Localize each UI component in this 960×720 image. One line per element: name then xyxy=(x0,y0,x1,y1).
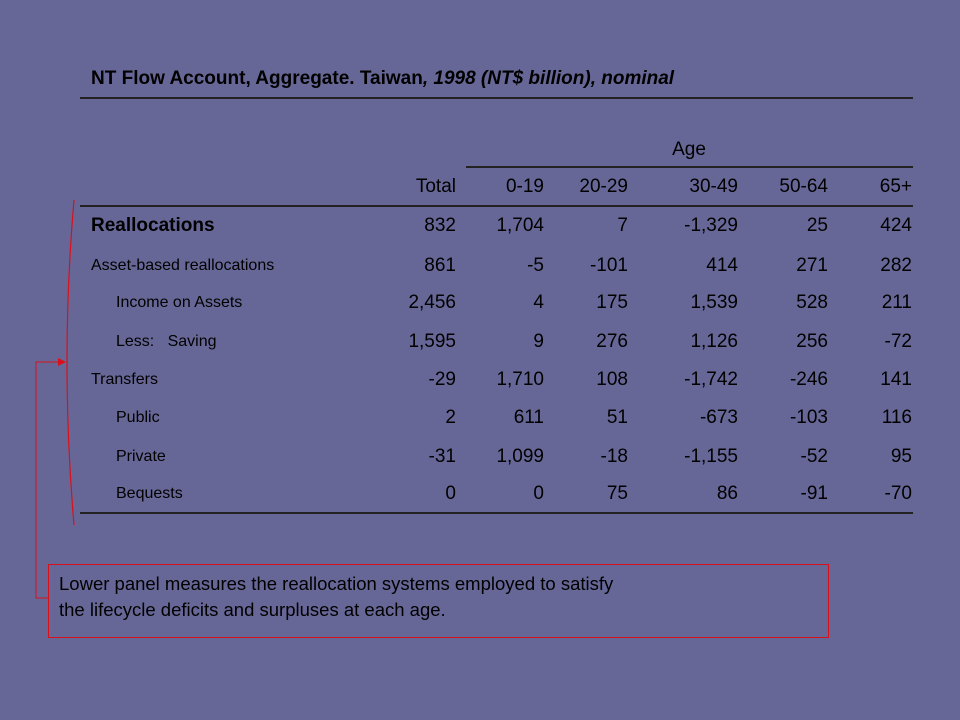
age-group-label: Age xyxy=(672,139,706,160)
row-label: Private xyxy=(116,448,166,465)
table-cell: 108 xyxy=(596,369,628,390)
column-header: 65+ xyxy=(879,176,912,197)
table-cell: 95 xyxy=(890,446,912,467)
table-cell: 611 xyxy=(513,407,544,428)
note-line-1: Lower panel measures the reallocation systems employed to satisfy xyxy=(59,573,614,594)
table-cell: 175 xyxy=(596,292,628,313)
row-label: Asset-based reallocations xyxy=(91,257,275,274)
table-cell: 1,126 xyxy=(690,331,738,352)
table-cell: 116 xyxy=(881,407,912,428)
table-cell: 51 xyxy=(606,407,628,428)
table-cell: 832 xyxy=(424,215,456,236)
table-cell: 1,099 xyxy=(496,446,544,467)
table-cell: -1,742 xyxy=(684,369,738,390)
table-cell: 75 xyxy=(606,483,628,504)
column-header: 50-64 xyxy=(779,176,828,197)
table-cell: 0 xyxy=(533,483,544,504)
table-cell: -70 xyxy=(884,483,912,504)
table-cell: -18 xyxy=(600,446,628,467)
title-prefix: NT Flow Account, Aggregate. Taiwan xyxy=(91,68,423,89)
table-cell: 861 xyxy=(424,255,456,276)
table-cell: 2 xyxy=(445,407,456,428)
table-cell: 86 xyxy=(716,483,738,504)
column-header: 20-29 xyxy=(579,176,628,197)
row-label: Reallocations xyxy=(91,215,215,236)
table-cell: 141 xyxy=(880,369,912,390)
row-label: Public xyxy=(116,409,160,426)
table-cell: -101 xyxy=(589,255,628,276)
note-line-2: the lifecycle deficits and surpluses at each age. xyxy=(59,599,446,620)
table-cell: -1,155 xyxy=(684,446,738,467)
table-cell: 7 xyxy=(617,215,628,236)
table-cell: -72 xyxy=(884,331,912,352)
table-cell: 2,456 xyxy=(408,292,456,313)
column-header: Total xyxy=(415,176,456,197)
table-cell: -1,329 xyxy=(684,215,738,236)
row-label: Income on Assets xyxy=(116,294,243,311)
table-cell: 1,595 xyxy=(408,331,456,352)
table-cell: -5 xyxy=(527,255,544,276)
connector-line xyxy=(36,362,60,598)
table-cell: 528 xyxy=(796,292,828,313)
table-cell: 0 xyxy=(445,483,456,504)
table-cell: -246 xyxy=(789,369,828,390)
table-cell: 25 xyxy=(806,215,828,236)
table-cell: 256 xyxy=(796,331,828,352)
row-label: Transfers xyxy=(91,371,158,388)
table-cell: 211 xyxy=(881,292,912,313)
table-cell: -52 xyxy=(800,446,828,467)
table-cell: -31 xyxy=(428,446,456,467)
table-cell: 282 xyxy=(880,255,912,276)
title-suffix: , 1998 (NT$ billion), nominal xyxy=(422,68,675,89)
table-cell: -29 xyxy=(428,369,456,390)
table-cell: -91 xyxy=(800,483,828,504)
table-cell: 1,539 xyxy=(690,292,738,313)
bracket-left xyxy=(67,200,74,525)
column-header: 30-49 xyxy=(689,176,738,197)
table-cell: 4 xyxy=(533,292,544,313)
table-cell: 276 xyxy=(596,331,628,352)
table-cell: 424 xyxy=(880,215,912,236)
table-cell: -673 xyxy=(699,407,738,428)
table-cell: 414 xyxy=(706,255,738,276)
table-cell: 271 xyxy=(796,255,828,276)
table-cell: 1,710 xyxy=(496,369,544,390)
table-cell: 1,704 xyxy=(496,215,544,236)
table-cell: 9 xyxy=(533,331,544,352)
row-label: Less: Saving xyxy=(116,333,217,350)
arrow-head-icon xyxy=(58,358,66,366)
table-cell: -103 xyxy=(789,407,828,428)
column-header: 0-19 xyxy=(505,176,544,197)
row-label: Bequests xyxy=(116,485,183,502)
annotation-note xyxy=(48,564,829,638)
